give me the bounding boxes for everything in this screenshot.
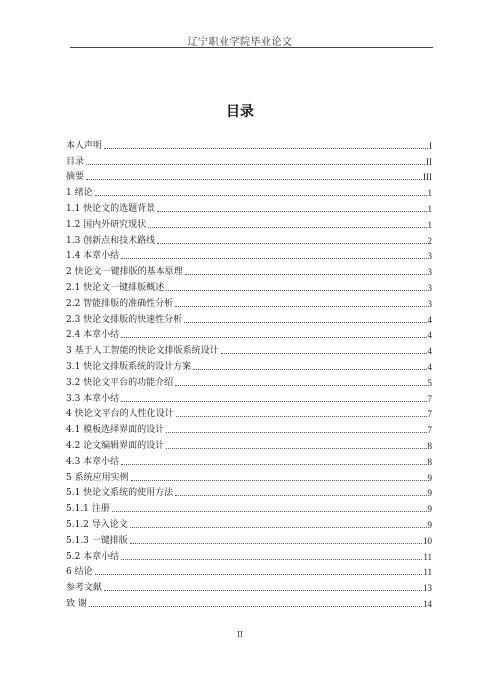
toc-entry-label: 2.3 快论文排版的快速性分析 — [66, 314, 183, 325]
toc-entry-label: 参考文献 — [66, 583, 103, 594]
toc-entry[interactable] — [66, 183, 432, 199]
toc-entry[interactable] — [66, 278, 432, 294]
toc-entry-page: 4 — [427, 346, 432, 357]
toc-entry-label: 1.3 创新点和技术路线 — [66, 235, 156, 246]
header-divider — [70, 47, 433, 48]
toc-dot-leader — [184, 322, 426, 323]
toc-entry-label: 1 绪论 — [66, 188, 93, 199]
toc-entry-page: 9 — [427, 472, 432, 483]
toc-entry-label: 5.1.3 一键排版 — [66, 535, 128, 546]
toc-entry[interactable] — [66, 341, 432, 357]
toc-dot-leader — [95, 574, 423, 575]
toc-entry[interactable] — [66, 215, 432, 231]
toc-entry-page: 1 — [427, 203, 432, 214]
toc-dot-leader — [121, 464, 426, 465]
toc-entry-page: I — [429, 140, 432, 151]
toc-entry[interactable] — [66, 578, 432, 594]
toc-entry-label: 2 快论文一键排版的基本原理 — [66, 267, 183, 278]
toc-entry-label: 2.4 本章小结 — [66, 330, 120, 341]
toc-entry-page: 4 — [427, 361, 432, 372]
toc-dot-leader — [157, 211, 426, 212]
toc-entry[interactable] — [66, 247, 432, 263]
toc-entry[interactable] — [66, 231, 432, 247]
toc-dot-leader — [130, 527, 427, 528]
toc-entry-page: 8 — [427, 456, 432, 467]
toc-entry[interactable] — [66, 420, 432, 436]
toc-dot-leader — [193, 369, 426, 370]
toc-entry[interactable] — [66, 199, 432, 215]
toc-entry[interactable] — [66, 389, 432, 405]
toc-entry[interactable] — [66, 484, 432, 500]
toc-dot-leader — [175, 385, 426, 386]
toc-dot-leader — [95, 195, 427, 196]
toc-dot-leader — [121, 337, 426, 338]
toc-entry-label: 2.2 智能排版的准确性分析 — [66, 298, 174, 309]
toc-dot-leader — [185, 274, 427, 275]
toc-entry-label: 目录 — [66, 156, 85, 167]
toc-entry-label: 3.2 快论文平台的功能介绍 — [66, 377, 174, 388]
toc-dot-leader — [166, 432, 426, 433]
toc-entry-page: 13 — [423, 583, 432, 594]
toc-entry-label: 本人声明 — [66, 140, 103, 151]
toc-dot-leader — [157, 243, 426, 244]
toc-entry[interactable] — [66, 294, 432, 310]
toc-entry[interactable] — [66, 168, 432, 184]
toc-entry-label: 3.1 快论文排版系统的设计方案 — [66, 361, 192, 372]
toc-entry-page: III — [423, 172, 432, 183]
toc-entry-label: 5.1 快论文系统的使用方法 — [66, 488, 174, 499]
toc-entry-label: 4 快论文平台的人性化设计 — [66, 409, 174, 420]
toc-entry-page: 1 — [427, 188, 432, 199]
toc-title: 目录 — [226, 104, 254, 120]
toc-entry-label: 3 基于人工智能的快论文排版系统设计 — [66, 346, 219, 357]
toc-dot-leader — [112, 511, 427, 512]
toc-entry-page: 7 — [427, 425, 432, 436]
toc-entry-page: 3 — [427, 251, 432, 262]
toc-entry-label: 1.2 国内外研究现状 — [66, 219, 147, 230]
toc-dot-leader — [104, 148, 428, 149]
toc-entry-page: 10 — [423, 535, 432, 546]
toc-dot-leader — [86, 179, 422, 180]
toc-entry[interactable] — [66, 594, 432, 610]
toc-entry-label: 5.1.1 注册 — [66, 504, 110, 515]
toc-entry-label: 4.1 模板选择界面的设计 — [66, 425, 165, 436]
toc-entry[interactable] — [66, 373, 432, 389]
toc-dot-leader — [166, 448, 426, 449]
toc-entry-label: 5.2 本章小结 — [66, 551, 120, 562]
toc-entry-label: 1.1 快论文的选题背景 — [66, 203, 156, 214]
toc-entry[interactable] — [66, 468, 432, 484]
page-number: II — [236, 630, 244, 639]
toc-entry-page: 8 — [427, 440, 432, 451]
toc-dot-leader — [176, 416, 427, 417]
toc-entry-page: II — [426, 156, 432, 167]
toc-entry-page: 3 — [427, 282, 432, 293]
toc-entry[interactable] — [66, 405, 432, 421]
toc-entry-label: 5 系统应用实例 — [66, 472, 129, 483]
toc-dot-leader — [121, 559, 422, 560]
toc-entry-page: 3 — [427, 298, 432, 309]
table-of-contents — [66, 136, 432, 610]
toc-entry-page: 2 — [427, 235, 432, 246]
toc-entry[interactable] — [66, 310, 432, 326]
toc-entry-page: 7 — [427, 409, 432, 420]
toc-entry-page: 14 — [423, 598, 432, 609]
toc-entry-page: 1 — [427, 219, 432, 230]
toc-dot-leader — [121, 401, 426, 402]
toc-dot-leader — [104, 590, 422, 591]
toc-entry-label: 摘要 — [66, 172, 85, 183]
toc-entry-label: 4.2 论文编辑界面的设计 — [66, 440, 165, 451]
toc-dot-leader — [131, 480, 427, 481]
toc-entry[interactable] — [66, 326, 432, 342]
toc-entry-page: 11 — [423, 551, 432, 562]
toc-entry-page: 9 — [427, 488, 432, 499]
toc-entry-page: 4 — [427, 314, 432, 325]
toc-entry[interactable] — [66, 136, 432, 152]
toc-entry-page: 3 — [427, 267, 432, 278]
toc-dot-leader — [86, 164, 425, 165]
page-header-title: 辽宁职业学院毕业论文 — [187, 37, 293, 48]
toc-entry-label: 3.3 本章小结 — [66, 393, 120, 404]
toc-entry-page: 11 — [423, 567, 432, 578]
toc-entry-label: 4.3 本章小结 — [66, 456, 120, 467]
toc-dot-leader — [166, 290, 426, 291]
toc-entry[interactable] — [66, 531, 432, 547]
toc-entry-label: 1.4 本章小结 — [66, 251, 120, 262]
toc-entry[interactable] — [66, 563, 432, 579]
toc-entry-page: 7 — [427, 393, 432, 404]
toc-entry[interactable] — [66, 452, 432, 468]
toc-entry-label: 6 结论 — [66, 567, 93, 578]
toc-entry-page: 5 — [427, 377, 432, 388]
toc-entry-label: 5.1.2 导入论文 — [66, 519, 128, 530]
toc-entry-label: 2.1 快论文一键排版概述 — [66, 282, 165, 293]
toc-dot-leader — [130, 543, 422, 544]
toc-entry[interactable] — [66, 262, 432, 278]
toc-dot-leader — [221, 353, 427, 354]
toc-dot-leader — [175, 306, 426, 307]
toc-entry[interactable] — [66, 499, 432, 515]
toc-entry-page: 9 — [427, 519, 432, 530]
toc-entry[interactable] — [66, 152, 432, 168]
toc-entry[interactable] — [66, 357, 432, 373]
toc-dot-leader — [121, 258, 426, 259]
toc-entry[interactable] — [66, 436, 432, 452]
toc-entry-label: 致 谢 — [66, 598, 87, 609]
toc-dot-leader — [148, 227, 426, 228]
toc-dot-leader — [89, 606, 422, 607]
toc-entry-page: 9 — [427, 504, 432, 515]
toc-entry-page: 4 — [427, 330, 432, 341]
toc-dot-leader — [175, 495, 426, 496]
toc-entry[interactable] — [66, 547, 432, 563]
toc-entry[interactable] — [66, 515, 432, 531]
